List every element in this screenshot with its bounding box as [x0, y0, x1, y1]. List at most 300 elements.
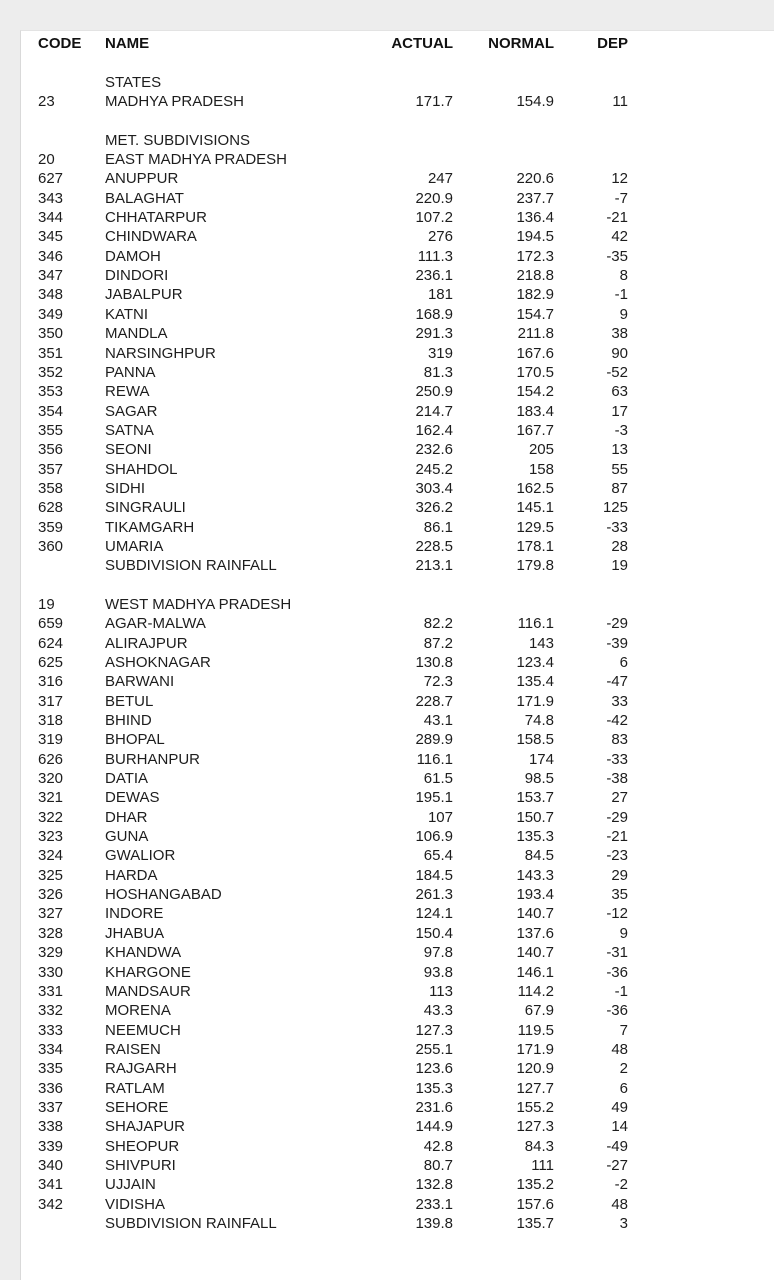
cell-dep: -2 — [614, 1176, 628, 1194]
table-row — [21, 846, 774, 865]
cell-actual: 245.2 — [415, 460, 453, 478]
blank-row — [21, 576, 774, 595]
cell-normal: 143 — [528, 634, 554, 652]
table-row — [21, 421, 774, 440]
cell-dep — [554, 111, 628, 130]
cell-actual: 42.8 — [423, 1137, 453, 1155]
table-row — [21, 788, 774, 807]
cell-normal: 153.7 — [516, 789, 554, 807]
cell-actual: 250.9 — [415, 383, 453, 401]
cell-code: 339 — [38, 1137, 64, 1155]
cell-code: 325 — [38, 866, 64, 884]
cell-normal — [453, 576, 554, 595]
table-row — [21, 1059, 774, 1078]
cell-dep: 19 — [611, 557, 628, 575]
cell-name: PANNA — [105, 363, 156, 381]
cell-code: 351 — [38, 344, 64, 362]
cell-name: AGAR-MALWA — [105, 615, 206, 633]
cell-dep: 14 — [611, 1118, 628, 1136]
table-row — [21, 150, 774, 169]
table-row — [21, 479, 774, 498]
cell-normal: 84.5 — [524, 847, 554, 865]
table-row — [21, 92, 774, 111]
cell-dep: -7 — [614, 189, 628, 207]
cell-normal: 127.3 — [516, 1118, 554, 1136]
cell-actual: 111.3 — [417, 247, 453, 265]
cell-name: NARSINGHPUR — [105, 344, 216, 362]
cell-normal — [453, 73, 554, 92]
cell-actual: 123.6 — [415, 1060, 453, 1078]
cell-dep: 90 — [611, 344, 628, 362]
table-row — [21, 614, 774, 633]
table-row — [21, 73, 774, 92]
cell-name: BHIND — [105, 712, 152, 730]
cell-name: MANDLA — [105, 325, 168, 343]
cell-normal: 84.3 — [524, 1137, 554, 1155]
cell-name: BALAGHAT — [105, 189, 184, 207]
blank-row — [21, 53, 774, 72]
cell-normal: 167.6 — [516, 344, 554, 362]
table-row — [21, 305, 774, 324]
cell-name: SHIVPURI — [105, 1156, 176, 1174]
cell-dep: -36 — [606, 963, 628, 981]
cell-dep: 63 — [611, 383, 628, 401]
cell-code: 341 — [38, 1176, 64, 1194]
cell-actual: 72.3 — [423, 673, 453, 691]
cell-dep: 42 — [611, 228, 628, 246]
cell-actual: 319 — [427, 344, 453, 362]
cell-normal: 162.5 — [516, 479, 554, 497]
cell-dep: 9 — [619, 924, 628, 942]
cell-name: SUBDIVISION RAINFALL — [105, 557, 277, 575]
cell-actual: 150.4 — [415, 924, 453, 942]
table-row — [21, 885, 774, 904]
cell-dep: 38 — [611, 325, 628, 343]
cell-normal: 170.5 — [516, 363, 554, 381]
cell-actual: 184.5 — [415, 866, 453, 884]
cell-dep: 28 — [611, 537, 628, 555]
table-row — [21, 460, 774, 479]
cell-actual — [361, 111, 453, 130]
cell-name: RATLAM — [105, 1079, 165, 1097]
cell-dep — [554, 150, 628, 169]
cell-dep: 27 — [611, 789, 628, 807]
table-row — [21, 324, 774, 343]
cell-name: MORENA — [105, 1002, 171, 1020]
table-row — [21, 750, 774, 769]
table-row — [21, 247, 774, 266]
cell-normal: 172.3 — [516, 247, 554, 265]
cell-actual: 130.8 — [415, 654, 453, 671]
table-row — [21, 227, 774, 246]
cell-name: SIDHI — [105, 479, 146, 497]
cell-normal: 127.7 — [516, 1079, 554, 1097]
cell-name: JABALPUR — [105, 286, 183, 304]
cell-actual — [361, 131, 453, 150]
table-row — [21, 1156, 774, 1175]
cell-dep: -52 — [606, 363, 628, 381]
cell-normal: 154.2 — [516, 383, 554, 401]
table-row — [21, 866, 774, 885]
cell-dep: 29 — [611, 866, 628, 884]
table-row — [21, 711, 774, 730]
cell-code: 326 — [38, 886, 64, 904]
cell-actual: 144.9 — [415, 1118, 453, 1136]
table-row — [21, 808, 774, 827]
cell-code: 316 — [38, 673, 64, 691]
cell-dep: 87 — [611, 479, 628, 497]
cell-dep — [554, 131, 628, 150]
cell-code: 659 — [38, 615, 64, 633]
cell-code: 331 — [38, 982, 64, 1000]
column-header-actual: ACTUAL — [391, 35, 453, 52]
cell-name: EAST MADHYA PRADESH — [105, 151, 287, 169]
cell-name: WEST MADHYA PRADESH — [105, 595, 292, 613]
cell-code: 625 — [38, 654, 64, 671]
cell-code: 354 — [38, 402, 64, 420]
cell-normal: 237.7 — [516, 189, 554, 207]
cell-name: RAISEN — [105, 1040, 161, 1058]
cell-normal: 193.4 — [516, 886, 554, 904]
cell-actual: 236.1 — [415, 267, 453, 285]
column-header-code: CODE — [38, 35, 82, 52]
table-row — [21, 1137, 774, 1156]
cell-actual: 86.1 — [423, 518, 453, 536]
cell-code: 350 — [38, 325, 64, 343]
cell-normal: 140.7 — [516, 905, 554, 923]
cell-name: SINGRAULI — [105, 499, 186, 517]
column-header-normal: NORMAL — [488, 35, 554, 52]
cell-code: 327 — [38, 905, 64, 923]
cell-normal — [453, 111, 554, 130]
cell-name: SUBDIVISION RAINFALL — [105, 1214, 277, 1232]
cell-normal: 129.5 — [516, 518, 554, 536]
cell-name: ANUPPUR — [105, 170, 179, 188]
table-row — [21, 537, 774, 556]
table-row — [21, 924, 774, 943]
cell-code: 324 — [38, 847, 64, 865]
cell-actual: 106.9 — [415, 828, 453, 846]
table-row — [21, 963, 774, 982]
cell-dep: -27 — [606, 1156, 628, 1174]
cell-actual: 247 — [427, 170, 453, 188]
cell-code: 333 — [38, 1021, 64, 1039]
cell-normal: 178.1 — [516, 537, 554, 555]
cell-normal: 218.8 — [516, 267, 554, 285]
cell-code: 628 — [38, 499, 64, 517]
cell-normal: 135.2 — [516, 1176, 554, 1194]
table-row — [21, 982, 774, 1001]
table-row — [21, 634, 774, 653]
table-row — [21, 363, 774, 382]
cell-actual: 93.8 — [423, 963, 453, 981]
cell-normal: 194.5 — [516, 228, 554, 246]
cell-code: 332 — [38, 1002, 64, 1020]
cell-actual: 220.9 — [415, 189, 453, 207]
cell-dep: -3 — [614, 421, 628, 439]
cell-dep: 6 — [619, 654, 628, 671]
cell-name — [105, 111, 361, 130]
cell-actual: 113 — [429, 982, 453, 1000]
cell-name: RAJGARH — [105, 1060, 177, 1078]
cell-code — [38, 73, 105, 92]
cell-normal: 143.3 — [516, 866, 554, 884]
cell-actual — [361, 73, 453, 92]
cell-normal: 98.5 — [524, 770, 554, 788]
table-body — [21, 53, 774, 1233]
cell-normal — [453, 53, 554, 72]
cell-normal: 205 — [528, 441, 554, 459]
cell-dep: 83 — [611, 731, 628, 749]
cell-actual: 107 — [427, 808, 453, 826]
cell-actual: 80.7 — [423, 1156, 453, 1174]
cell-actual: 289.9 — [415, 731, 453, 749]
table-row — [21, 131, 774, 150]
cell-normal: 120.9 — [516, 1060, 554, 1078]
cell-normal — [453, 131, 554, 150]
cell-code: 330 — [38, 963, 64, 981]
cell-name: GUNA — [105, 828, 149, 846]
cell-dep: 125 — [602, 499, 628, 517]
cell-actual: 135.3 — [415, 1079, 453, 1097]
cell-actual: 231.6 — [415, 1098, 453, 1116]
cell-dep: 7 — [619, 1021, 628, 1039]
cell-dep: -21 — [606, 209, 628, 227]
cell-actual — [361, 150, 453, 169]
cell-normal: 74.8 — [524, 712, 554, 730]
cell-dep: -1 — [614, 286, 628, 304]
cell-actual: 168.9 — [415, 305, 453, 323]
cell-dep: -47 — [606, 673, 628, 691]
cell-normal: 135.7 — [516, 1214, 554, 1232]
cell-name: KATNI — [105, 305, 149, 323]
cell-normal: 137.6 — [516, 924, 554, 942]
cell-actual: 65.4 — [423, 847, 453, 865]
cell-actual — [361, 595, 453, 614]
cell-name: SAGAR — [105, 402, 158, 420]
cell-name: HARDA — [105, 866, 158, 884]
table-row — [21, 1021, 774, 1040]
table-row — [21, 556, 774, 575]
table-row — [21, 692, 774, 711]
cell-code: 356 — [38, 441, 64, 459]
cell-actual: 162.4 — [415, 421, 453, 439]
cell-name: MADHYA PRADESH — [105, 93, 244, 111]
cell-normal: 135.4 — [516, 673, 554, 691]
table-row — [21, 943, 774, 962]
cell-code — [38, 1214, 105, 1233]
cell-code — [38, 556, 105, 575]
cell-normal: 150.7 — [516, 808, 554, 826]
table-row — [21, 672, 774, 691]
table-row — [21, 653, 774, 672]
cell-normal: 123.4 — [516, 654, 554, 671]
cell-name: NEEMUCH — [105, 1021, 181, 1039]
cell-actual: 43.3 — [423, 1002, 453, 1020]
cell-dep: -21 — [606, 828, 628, 846]
cell-code: 349 — [38, 305, 64, 323]
cell-normal: 158 — [528, 460, 554, 478]
cell-actual: 214.7 — [415, 402, 453, 420]
cell-name: INDORE — [105, 905, 164, 923]
cell-dep: -31 — [606, 944, 628, 962]
table-row — [21, 730, 774, 749]
cell-actual: 195.1 — [415, 789, 453, 807]
table-row — [21, 402, 774, 421]
cell-name: SHAHDOL — [105, 460, 178, 478]
cell-actual: 43.1 — [423, 712, 453, 730]
cell-code: 355 — [38, 421, 64, 439]
cell-dep: 48 — [611, 1195, 628, 1213]
cell-actual: 228.5 — [415, 537, 453, 555]
cell-code: 336 — [38, 1079, 64, 1097]
cell-code: 319 — [38, 731, 64, 749]
cell-dep: -23 — [606, 847, 628, 865]
column-header-name: NAME — [105, 35, 150, 52]
cell-actual: 291.3 — [415, 325, 453, 343]
cell-normal: 183.4 — [516, 402, 554, 420]
cell-name: GWALIOR — [105, 847, 176, 865]
cell-actual: 261.3 — [415, 886, 453, 904]
cell-normal: 154.9 — [516, 93, 554, 111]
blank-row — [21, 111, 774, 130]
table-row — [21, 1175, 774, 1194]
cell-dep: 9 — [619, 305, 628, 323]
cell-name: SEONI — [105, 441, 152, 459]
cell-dep: 49 — [611, 1098, 628, 1116]
cell-name: DAMOH — [105, 247, 161, 265]
cell-dep: -49 — [606, 1137, 628, 1155]
cell-code: 317 — [38, 692, 64, 710]
cell-name: BARWANI — [105, 673, 175, 691]
cell-code: 342 — [38, 1195, 64, 1213]
cell-name: BETUL — [105, 692, 154, 710]
table-row — [21, 518, 774, 537]
cell-code: 337 — [38, 1098, 64, 1116]
cell-name: JHABUA — [105, 924, 165, 942]
cell-name: MET. SUBDIVISIONS — [105, 131, 251, 149]
table-row — [21, 1040, 774, 1059]
cell-code — [38, 53, 105, 72]
cell-dep: -12 — [606, 905, 628, 923]
table-row — [21, 769, 774, 788]
cell-name: HOSHANGABAD — [105, 886, 222, 904]
cell-code: 338 — [38, 1118, 64, 1136]
cell-name: ALIRAJPUR — [105, 634, 188, 652]
cell-code — [38, 131, 105, 150]
cell-actual: 139.8 — [415, 1214, 453, 1232]
cell-dep: 17 — [611, 402, 628, 420]
cell-actual: 303.4 — [415, 479, 453, 497]
cell-code: 358 — [38, 479, 64, 497]
cell-code: 323 — [38, 828, 64, 846]
table-row — [21, 1079, 774, 1098]
cell-dep — [554, 53, 628, 72]
cell-dep: 11 — [612, 93, 628, 111]
cell-normal — [453, 150, 554, 169]
cell-normal: 140.7 — [516, 944, 554, 962]
cell-code: 343 — [38, 189, 64, 207]
cell-normal: 158.5 — [516, 731, 554, 749]
cell-dep: 48 — [611, 1040, 628, 1058]
cell-actual: 107.2 — [415, 209, 453, 227]
cell-code: 19 — [38, 595, 55, 613]
cell-normal: 119.5 — [517, 1021, 554, 1039]
table-row — [21, 1195, 774, 1214]
cell-normal: 154.7 — [516, 305, 554, 323]
cell-actual — [361, 576, 453, 595]
cell-name: DEWAS — [105, 789, 160, 807]
cell-actual: 276 — [427, 228, 453, 246]
table-row — [21, 266, 774, 285]
cell-normal: 157.6 — [516, 1195, 554, 1213]
cell-normal: 171.9 — [516, 692, 554, 710]
cell-dep: -1 — [614, 982, 628, 1000]
cell-dep: -36 — [606, 1002, 628, 1020]
table-row — [21, 827, 774, 846]
cell-normal: 171.9 — [516, 1040, 554, 1058]
cell-name: DHAR — [105, 808, 148, 826]
table-header-row — [21, 34, 774, 53]
cell-code: 347 — [38, 267, 64, 285]
cell-actual: 61.5 — [423, 770, 453, 788]
cell-code — [38, 576, 105, 595]
cell-code: 318 — [38, 712, 64, 730]
cell-normal — [453, 595, 554, 614]
cell-normal: 111 — [531, 1156, 554, 1174]
cell-name: TIKAMGARH — [105, 518, 195, 536]
cell-code: 20 — [38, 151, 55, 169]
cell-name: SHAJAPUR — [105, 1118, 186, 1136]
cell-actual: 255.1 — [415, 1040, 453, 1058]
cell-actual: 124.1 — [415, 905, 453, 923]
cell-name: STATES — [105, 73, 162, 91]
cell-actual: 171.7 — [415, 93, 453, 111]
cell-normal: 179.8 — [516, 557, 554, 575]
cell-name: KHARGONE — [105, 963, 191, 981]
cell-code: 360 — [38, 537, 64, 555]
cell-dep — [554, 576, 628, 595]
table-row — [21, 1214, 774, 1233]
cell-code: 320 — [38, 770, 64, 788]
cell-name: SEHORE — [105, 1098, 169, 1116]
table-row — [21, 344, 774, 363]
table-row — [21, 189, 774, 208]
table-row — [21, 208, 774, 227]
cell-normal: 167.7 — [516, 421, 554, 439]
cell-dep: 3 — [619, 1214, 628, 1232]
cell-code: 334 — [38, 1040, 64, 1058]
cell-dep: 13 — [611, 441, 628, 459]
cell-normal: 146.1 — [516, 963, 554, 981]
cell-dep: -29 — [606, 615, 628, 633]
cell-name — [105, 576, 361, 595]
cell-dep: -39 — [606, 634, 628, 652]
cell-code: 329 — [38, 944, 64, 962]
cell-dep: 33 — [611, 692, 628, 710]
cell-dep: 35 — [611, 886, 628, 904]
table-row — [21, 498, 774, 517]
cell-actual: 232.6 — [415, 441, 453, 459]
cell-dep: -33 — [606, 750, 628, 768]
cell-actual: 132.8 — [415, 1176, 453, 1194]
cell-code: 348 — [38, 286, 64, 304]
table-row — [21, 285, 774, 304]
cell-dep: 12 — [611, 170, 628, 188]
cell-name: REWA — [105, 383, 150, 401]
cell-name: KHANDWA — [105, 944, 182, 962]
cell-code: 627 — [38, 170, 64, 188]
